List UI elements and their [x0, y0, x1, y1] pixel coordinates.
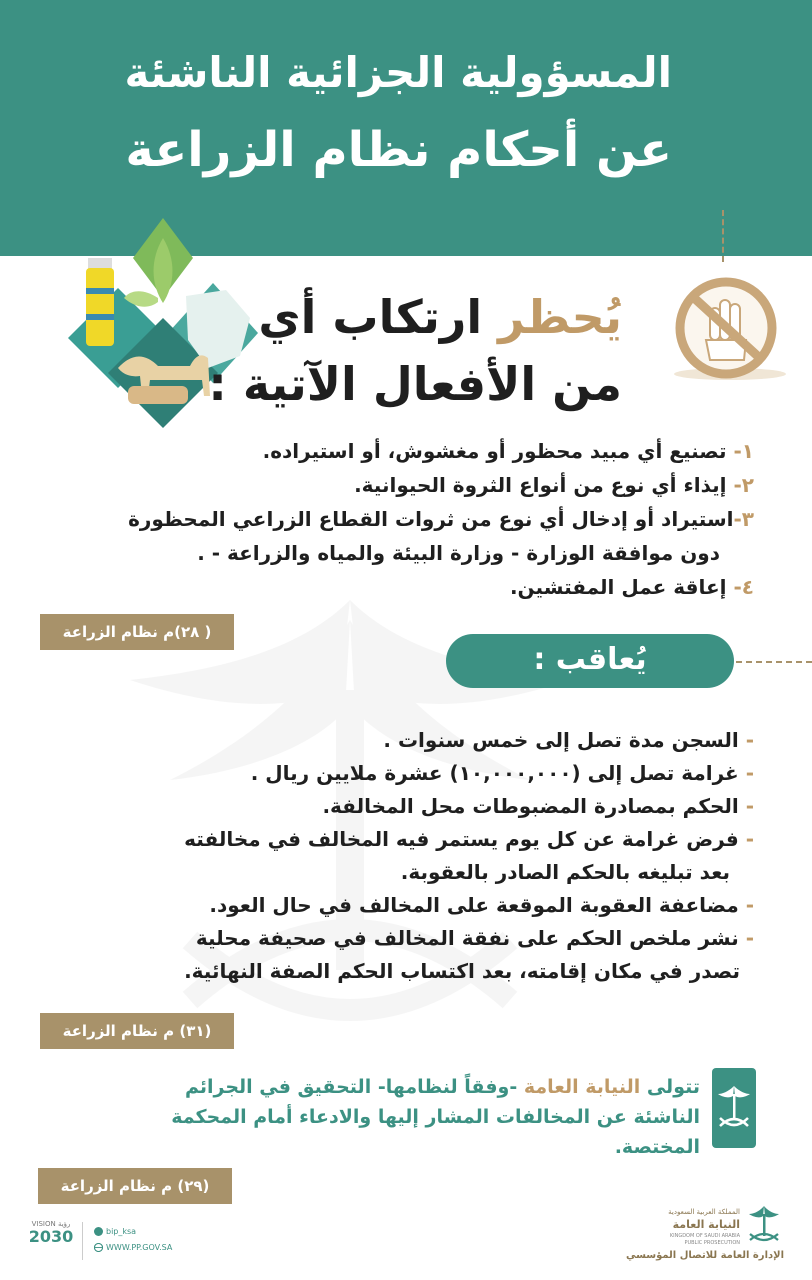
org-department: الإدارة العامة للاتصال المؤسسي	[625, 1250, 784, 1261]
list-item: - السجن مدة تصل إلى خمس سنوات .	[383, 728, 754, 752]
page-title-line1: المسؤولية الجزائية الناشئة	[124, 48, 672, 97]
stop-hand-icon	[670, 256, 790, 386]
forbidden-accent-word: يُحظر	[498, 290, 622, 344]
list-item: - مضاعفة العقوبة الموقعة على المخالف في حال العود.	[209, 893, 754, 917]
public-prosecution-logo-icon	[746, 1202, 782, 1246]
twitter-handle[interactable]: bip_ksa	[106, 1227, 137, 1236]
org-country: المملكة العربية السعودية	[668, 1208, 740, 1216]
list-item: ٣-استيراد أو إدخال أي نوع من ثروات القطاع الزراعي المحظورة	[128, 507, 754, 531]
list-item: دون موافقة الوزارة - وزارة البيئة والمياه والزراعة - .	[197, 541, 720, 565]
org-name: النيابة العامة	[672, 1218, 740, 1231]
forbidden-heading-line2: من الأفعال الآتية :	[208, 357, 622, 411]
forbidden-heading-line1	[258, 290, 622, 344]
list-item: - الحكم بمصادرة المضبوطات محل المخالفة.	[322, 794, 754, 818]
closing-paragraph: تتولى النيابة العامة -وفقاً لنظامها- التحقيق في الجرائم الناشئة عن المخالفات المشار إليها والادعاء أمام المحكمة المختصة.	[171, 1076, 700, 1158]
punish-heading: يُعاقب :	[446, 634, 734, 688]
list-item: - غرامة تصل إلى (١٠,٠٠٠,٠٠٠) عشرة ملايين ريال .	[250, 761, 754, 785]
list-item: - فرض غرامة عن كل يوم يستمر فيه المخالف في مخالفته	[184, 827, 754, 851]
website-link[interactable]: WWW.PP.GOV.SA	[106, 1243, 173, 1252]
footer	[0, 1200, 812, 1280]
org-country-en: KINGDOM OF SAUDI ARABIA	[669, 1233, 740, 1239]
pesticide-bottle-icon	[86, 258, 114, 346]
vision-2030-logo: VISION رؤية 2030	[28, 1220, 74, 1246]
reference-tag-28: ( ٢٨)م نظام الزراعة	[40, 614, 234, 650]
org-name-en: PUBLIC PROSECUTION	[684, 1240, 740, 1246]
twitter-icon	[94, 1227, 103, 1236]
heading-dash	[736, 661, 812, 663]
penalty-list	[54, 724, 754, 988]
reference-tag-31: (٣١) م نظام الزراعة	[40, 1013, 234, 1049]
closing-accent: النيابة العامة	[523, 1076, 641, 1098]
page-title-line2: عن أحكام نظام الزراعة	[125, 122, 672, 178]
reference-tag-29: (٢٩) م نظام الزراعة	[38, 1168, 232, 1204]
list-item: ١- تصنيع أي مبيد محظور أو مغشوش، أو استيراده.	[262, 439, 754, 463]
list-item: - نشر ملخص الحكم على نفقة المخالف في صحيفة محلية	[195, 926, 754, 950]
list-item-continuation: بعد تبليغه بالحكم الصادر بالعقوبة.	[400, 860, 730, 884]
list-item: ٤- إعاقة عمل المفتشين.	[509, 575, 754, 599]
forbidden-heading-rest: ارتكاب أي	[258, 290, 499, 344]
connector-dash	[722, 210, 724, 262]
list-item: ٢- إيذاء أي نوع من أنواع الثروة الحيوانية.	[354, 473, 754, 497]
footer-divider	[82, 1222, 83, 1260]
saudi-emblem-icon	[712, 1068, 756, 1148]
globe-icon	[94, 1243, 103, 1252]
forbidden-list	[54, 434, 754, 604]
list-item-continuation: تصدر في مكان إقامته، بعد اكتساب الحكم الصفة النهائية.	[184, 959, 740, 983]
